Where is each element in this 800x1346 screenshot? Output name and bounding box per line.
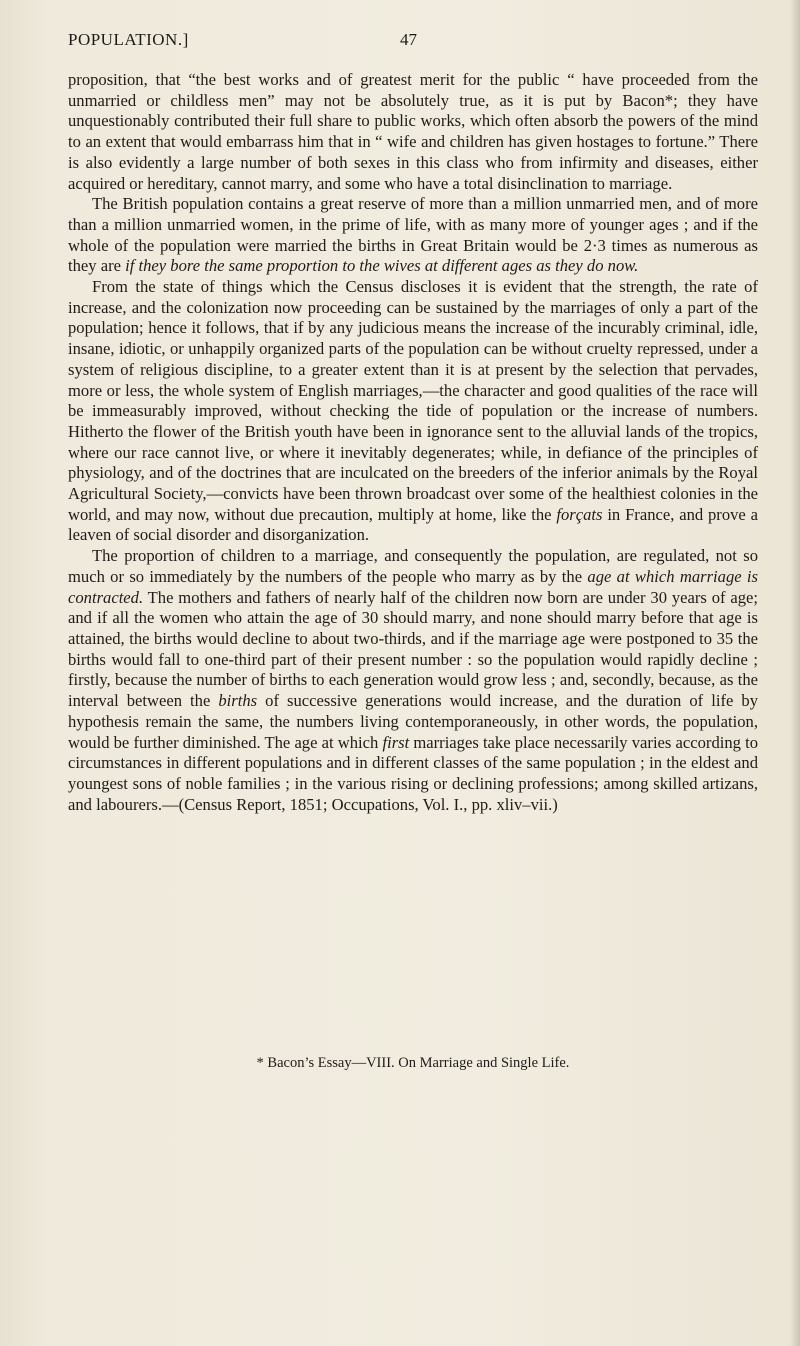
running-head: POPULATION.]	[68, 30, 189, 49]
text-run: From the state of things which the Census discloses it is evident that the strength, the rate of increase, and the colonization now proceeding can be sustained by the marriages of only a part of the population; hence it follows, that if by any judicious means the increase of the incurably criminal, idle, insane, idiotic, or unhappily organized parts of the population can be without cruelty repressed, under a system of religious discipline, to a greater extent than it is at present by the selection that pervades, more or less, the whole system of English marriages,—the character and good qualities of the race will be immeasurably improved, without checking the tide of population or the increase of numbers. Hitherto the flower of the British youth have been in ignorance sent to the alluvial lands of the tropics, where our race cannot live, or where it inevitably degenerates; while, in defiance of the principles of physiology, and of the doctrines that are inculcated on the breeders of the inferior animals by the Royal Agricultural Society,—convicts have been thrown broadcast over some of the healthiest colonies in the world, and may now, without due precaution, multiply at home, like the	[68, 277, 758, 524]
page-header	[68, 30, 748, 54]
italic-text: births	[218, 691, 258, 711]
paragraph	[68, 70, 758, 194]
footnote: * Bacon’s Essay—VIII. On Marriage and Single Life.	[256, 1055, 570, 1071]
page-number: 47	[400, 30, 417, 49]
text-run: proposition, that “the best works and of greatest merit for the public “ have proceeded from the unmarried or childless men” may not be absolutely true, as it is put by Bacon*; they have unquestionably contributed their full share to public works, which often absorb the powers of the mind to an extent that would embarrass him that in “ wife and children has given hostages to fortune.” There is also evidently a large number of both sexes in this class who from infirmity and diseases, either acquired or hereditary, cannot marry, and some who have a total disinclination to marriage.	[68, 70, 758, 193]
paragraph	[68, 277, 758, 546]
text-run: of successive generations would increase, and the duration of life by hypothesis remain the same, the numbers living contemporaneously, in other words, the population, would be further diminished. The age at which	[68, 691, 758, 752]
text-run: The British population contains a great reserve of more than a million unmarried men, and of more than a million unmarried women, in the prime of life, with as many more of younger ages ; and if the whole of the population were married the births in Great Britain would be 2·3 times as numerous as they are	[68, 194, 758, 276]
paragraph	[68, 194, 758, 277]
text-run: in France, and prove a leaven of social disorder and disorganization.	[68, 504, 758, 545]
italic-text: age at which marriage is contracted.	[68, 566, 758, 607]
text-run: The proportion of children to a marriage, and consequently the population, are regulated, not so much or so immediately by the numbers of the people who marry as by the	[68, 546, 758, 586]
page-edge-shadow	[790, 0, 800, 1346]
italic-text: first	[382, 732, 410, 752]
body-text	[68, 70, 758, 815]
paragraph	[68, 546, 758, 815]
italic-text: forçats	[556, 504, 603, 524]
text-run: marriages take place necessarily varies according to circumstances in different populations and in different classes of the same population ; in the eldest and youngest sons of noble families ; in the various rising or declining professions; among skilled artizans, and labourers.—(Census Report, 1851; Occupations, Vol. I., pp. xliv–vii.)	[68, 732, 759, 814]
italic-text: if they bore the same proportion to the wives at different ages as they do now.	[125, 256, 639, 276]
text-run: The mothers and fathers of nearly half of the children now born are under 30 years of age; and if all the women who attain the age of 30 should marry, and none should marry before that age is attained, the births would decline to about two-thirds, and if the marriage age were postponed to 35 the births would fall to one-third part of their present number : so the population would rapidly decline ; firstly, because the number of births to each generation would grow less ; and, secondly, because, as the interval between the	[68, 587, 758, 711]
